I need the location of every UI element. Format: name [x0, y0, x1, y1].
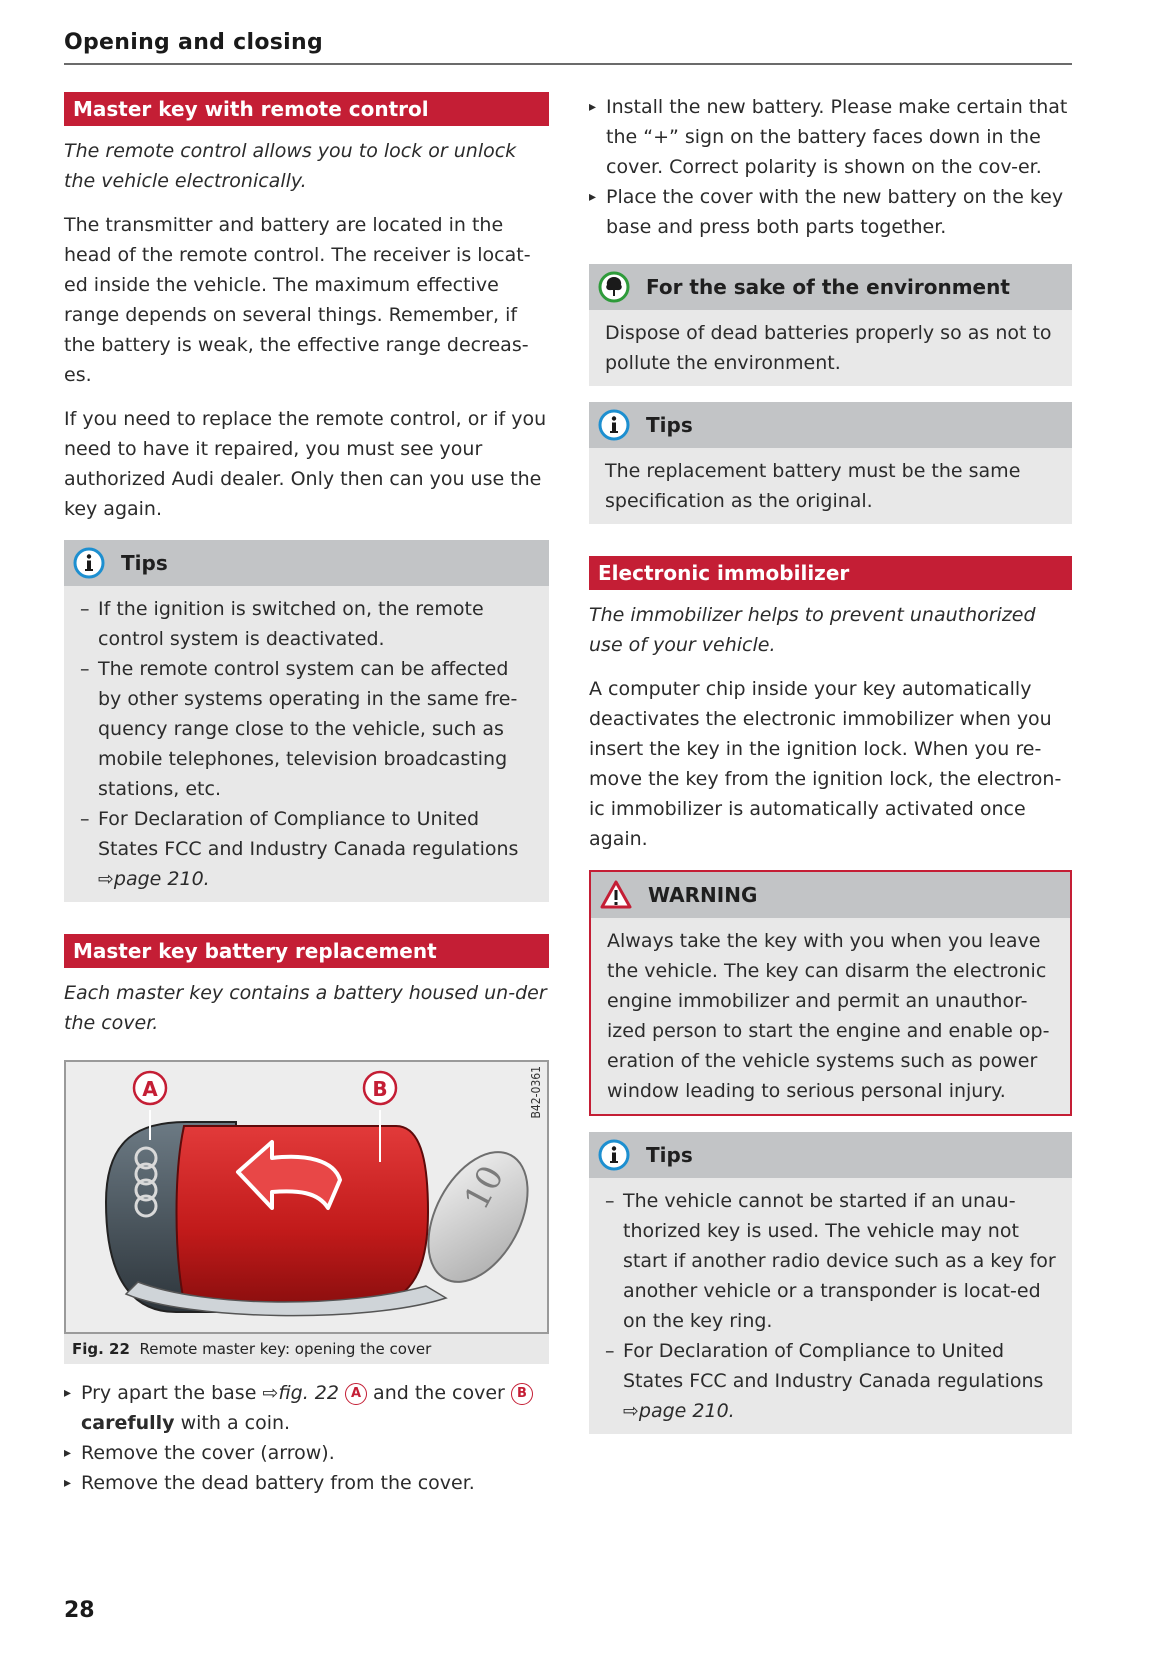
- environment-text: Dispose of dead batteries properly so as not to pollute the environment.: [605, 322, 1052, 374]
- warning-box: [589, 870, 1072, 1116]
- callout-a-inline: A: [345, 1383, 367, 1405]
- list-item: – The remote control system can be affected by other systems operating in the same fre-quency range close to the vehicle, such as mobile telephones, television broadcasting stations, etc.: [80, 654, 533, 804]
- header-rule: [64, 63, 1072, 65]
- steps-list-continued: [589, 92, 1072, 242]
- callout-b: [364, 1072, 396, 1104]
- steps-list: [64, 1378, 549, 1498]
- body-paragraph: The transmitter and battery are located in the head of the remote control. The receiver is locat-ed inside the vehicle. The maximum effective range depends on several things. Remember, if the battery is weak, the effective range decreas-es.: [64, 214, 531, 386]
- remote-key-illustration: [66, 1062, 547, 1332]
- section-lead: Each master key contains a battery housed un-der the cover.: [64, 982, 547, 1034]
- svg-text:A: A: [142, 1077, 158, 1101]
- step-item: ▸ Pry apart the base ⇨fig. 22 A and the cover B carefully with a coin.: [64, 1378, 549, 1438]
- section-heading-remote-control: Master key with remote control: [64, 92, 549, 126]
- left-column: [64, 92, 549, 1498]
- page-number: 28: [64, 1598, 95, 1623]
- key-cover: [177, 1126, 429, 1302]
- figure-caption: Fig. 22 Remote master key: opening the cover: [64, 1334, 549, 1364]
- tips-text: The replacement battery must be the same specification as the original.: [605, 460, 1021, 512]
- tips-box: [589, 402, 1072, 524]
- svg-text:B: B: [372, 1077, 388, 1101]
- callout-b-inline: B: [511, 1383, 533, 1405]
- environment-box: [589, 264, 1072, 386]
- tips-title: Tips: [121, 551, 168, 575]
- environment-title: For the sake of the environment: [646, 275, 1010, 299]
- tips-box: [589, 1132, 1072, 1434]
- step-item: ▸ Remove the cover (arrow).: [64, 1438, 549, 1468]
- section-lead: The immobilizer helps to prevent unauthorized use of your vehicle.: [589, 604, 1036, 656]
- tips-box: [64, 540, 549, 902]
- page-reference[interactable]: ⇨page 210.: [98, 868, 210, 890]
- section-heading-battery-replacement: Master key battery replacement: [64, 934, 549, 968]
- list-item: – If the ignition is switched on, the remote control system is deactivated.: [80, 594, 533, 654]
- tips-list: [80, 594, 533, 894]
- info-icon: [598, 1139, 630, 1171]
- list-item: – For Declaration of Compliance to United States FCC and Industry Canada regulations ⇨page 210.: [80, 804, 533, 894]
- figure-remote-key: [64, 1060, 549, 1334]
- info-icon: [73, 547, 105, 579]
- callout-a: [134, 1072, 166, 1104]
- list-item: – The vehicle cannot be started if an unau-thorized key is used. The vehicle may not start if another radio device such as a key for another vehicle or a transponder is locat-ed on the key ring.: [605, 1186, 1056, 1336]
- warning-triangle-icon: [600, 879, 632, 911]
- environment-tree-icon: [598, 271, 630, 303]
- warning-title: WARNING: [648, 883, 758, 907]
- info-icon: [598, 409, 630, 441]
- warning-text: Always take the key with you when you leave the vehicle. The key can disarm the electronic engine immobilizer and permit an unauthor-ized person to start the engine and enable op-eration of the vehicle systems such as power window leading to serious personal injury.: [607, 930, 1050, 1102]
- figure-code: B42-0361: [529, 1066, 543, 1119]
- section-lead: The remote control allows you to lock or unlock the vehicle electronically.: [64, 140, 517, 192]
- body-paragraph: A computer chip inside your key automatically deactivates the electronic immobilizer when you insert the key in the ignition lock. When you re-move the key from the ignition lock, the electron-ic immobilizer is automatically activated once again.: [589, 678, 1062, 850]
- svg-text:10: 10: [456, 1159, 513, 1217]
- list-item: – For Declaration of Compliance to United States FCC and Industry Canada regulations ⇨page 210.: [605, 1336, 1056, 1426]
- step-item: ▸ Install the new battery. Please make certain that the “+” sign on the battery faces down in the cover. Correct polarity is shown on the cov-er.: [589, 92, 1072, 182]
- figure-reference[interactable]: ⇨fig. 22: [262, 1382, 339, 1404]
- body-paragraph: If you need to replace the remote control, or if you need to have it repaired, you must see your authorized Audi dealer. Only then can you use the key again.: [64, 408, 547, 520]
- chapter-title: Opening and closing: [64, 30, 324, 55]
- tips-title: Tips: [646, 1143, 693, 1167]
- section-heading-immobilizer: Electronic immobilizer: [589, 556, 1072, 590]
- tips-title: Tips: [646, 413, 693, 437]
- step-item: ▸ Remove the dead battery from the cover.: [64, 1468, 549, 1498]
- right-column: [589, 92, 1072, 1434]
- page-reference[interactable]: ⇨page 210.: [623, 1400, 735, 1422]
- tips-list: [605, 1186, 1056, 1426]
- step-item: ▸ Place the cover with the new battery on the key base and press both parts together.: [589, 182, 1072, 242]
